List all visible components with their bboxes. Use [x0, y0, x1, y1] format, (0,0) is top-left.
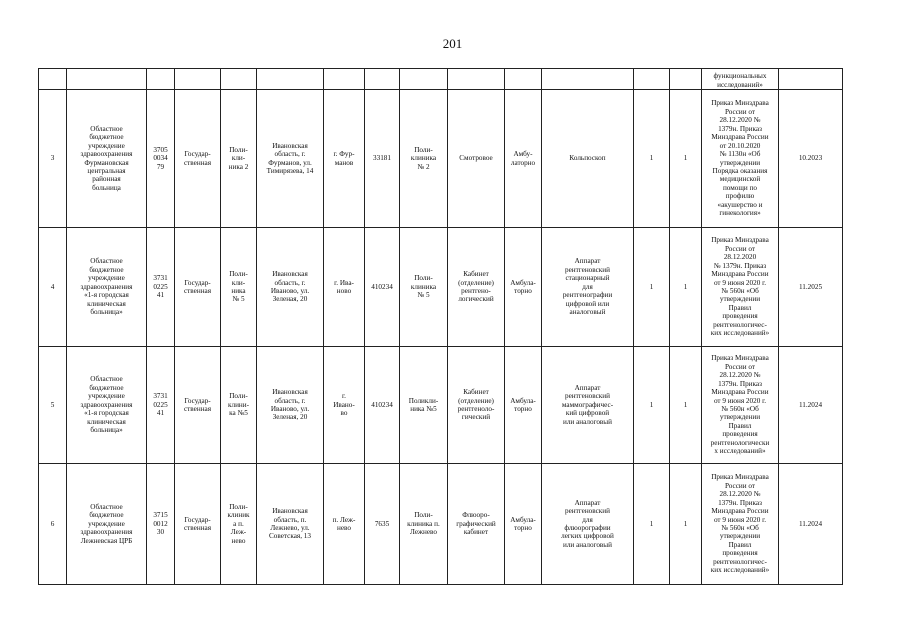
quantity-cell: 1 — [634, 228, 670, 347]
organization-cell: Областное бюджетное учреждение здравоохранения Фурмановская центральная районная больница — [67, 90, 147, 228]
table-cell — [67, 69, 147, 90]
ownership-cell: Государ- ственная — [175, 347, 221, 464]
inn-cell: 3715 0012 30 — [147, 464, 175, 585]
room-cell: Флюоро- графический кабинет — [448, 464, 505, 585]
quantity-cell: 1 — [634, 347, 670, 464]
table-cell — [365, 69, 400, 90]
row-number-cell: 5 — [39, 347, 67, 464]
row-number-cell: 3 — [39, 90, 67, 228]
date-cell: 11.2024 — [779, 347, 843, 464]
room-cell: Кабинет (отделение) рентгено- логический — [448, 228, 505, 347]
docs-cell: Приказ Минздрава России от 28.12.2020 № 1379н. Приказ Минздрава России от 9 июня 2020 г. № 560н «Об утверждении Правил проведения рентгенологичес- ких исследований» — [702, 464, 779, 585]
code-cell: 33181 — [365, 90, 400, 228]
table-cell — [221, 69, 257, 90]
table-row-continuation — [39, 69, 843, 90]
table-cell — [670, 69, 702, 90]
mode-cell: Амбула- торно — [505, 228, 542, 347]
mode-cell: Амбу- латорно — [505, 90, 542, 228]
table-cell — [324, 69, 365, 90]
table-cell — [39, 69, 67, 90]
table-row — [39, 347, 843, 464]
mode-cell: Амбула- торно — [505, 464, 542, 585]
equipment-cell: Кольпоскоп — [542, 90, 634, 228]
table-cell — [505, 69, 542, 90]
place-cell: Поликли- ника №5 — [400, 347, 448, 464]
room-cell: Кабинет (отделение) рентгеноло- гический — [448, 347, 505, 464]
date-cell: 10.2023 — [779, 90, 843, 228]
quantity-cell: 1 — [634, 90, 670, 228]
unit-cell: Поли- кли- ника 2 — [221, 90, 257, 228]
room-cell: Смотровое — [448, 90, 505, 228]
code-cell: 410234 — [365, 228, 400, 347]
table-cell — [779, 69, 843, 90]
docs-cell: Приказ Минздрава России от 28.12.2020 № 1379н. Приказ Минздрава России от 9 июня 2020 г. № 560н «Об утверждении Правил проведения рентгенологически х исследований» — [702, 347, 779, 464]
date-cell: 11.2024 — [779, 464, 843, 585]
code-cell: 7635 — [365, 464, 400, 585]
row-number-cell: 6 — [39, 464, 67, 585]
city-cell: г. Фур- манов — [324, 90, 365, 228]
table-cell — [542, 69, 634, 90]
place-cell: Поли- клиника № 5 — [400, 228, 448, 347]
table-cell — [400, 69, 448, 90]
table-cell — [634, 69, 670, 90]
address-cell: Ивановская область, г. Фурманов, ул. Тимирязева, 14 — [257, 90, 324, 228]
organization-cell: Областное бюджетное учреждение здравоохранения «1-я городская клиническая больница» — [67, 228, 147, 347]
table-cell — [175, 69, 221, 90]
quantity-cell: 1 — [634, 464, 670, 585]
quantity-cell: 1 — [670, 228, 702, 347]
ownership-cell: Государ- ственная — [175, 90, 221, 228]
row-number-cell: 4 — [39, 228, 67, 347]
equipment-table — [38, 68, 843, 585]
equipment-cell: Аппарат рентгеновский стационарный для рентгенографии цифровой или аналоговый — [542, 228, 634, 347]
table-row — [39, 464, 843, 585]
docs-cell: функциональных исследований» — [702, 69, 779, 90]
city-cell: г. Ивано- во — [324, 347, 365, 464]
equipment-cell: Аппарат рентгеновский для флюорографии легких цифровой или аналоговый — [542, 464, 634, 585]
address-cell: Ивановская область, п. Лежнево, ул. Советская, 13 — [257, 464, 324, 585]
table-cell — [147, 69, 175, 90]
place-cell: Поли- клиника п. Лежнево — [400, 464, 448, 585]
page-number: 201 — [442, 36, 463, 51]
inn-cell: 3731 0225 41 — [147, 228, 175, 347]
ownership-cell: Государ- ственная — [175, 464, 221, 585]
equipment-cell: Аппарат рентгеновский маммографичес- кий цифровой или аналоговый — [542, 347, 634, 464]
organization-cell: Областное бюджетное учреждение здравоохранения Лежневская ЦРБ — [67, 464, 147, 585]
mode-cell: Амбула- торно — [505, 347, 542, 464]
code-cell: 410234 — [365, 347, 400, 464]
quantity-cell: 1 — [670, 347, 702, 464]
inn-cell: 3705 0034 79 — [147, 90, 175, 228]
inn-cell: 3731 0225 41 — [147, 347, 175, 464]
address-cell: Ивановская область, г. Иваново, ул. Зеленая, 20 — [257, 228, 324, 347]
table-row — [39, 90, 843, 228]
address-cell: Ивановская область, г. Иваново, ул. Зеленая, 20 — [257, 347, 324, 464]
quantity-cell: 1 — [670, 90, 702, 228]
table-cell — [257, 69, 324, 90]
ownership-cell: Государ- ственная — [175, 228, 221, 347]
city-cell: п. Леж- нево — [324, 464, 365, 585]
quantity-cell: 1 — [670, 464, 702, 585]
unit-cell: Поли- кли- ника № 5 — [221, 228, 257, 347]
city-cell: г. Ива- ново — [324, 228, 365, 347]
docs-cell: Приказ Минздрава России от 28.12.2020 № 1379н. Приказ Минздрава России от 20.10.2020 № 1130н «Об утверждении Порядка оказания медицинской помощи по профилю «акушерство и гинекология» — [702, 90, 779, 228]
table-row — [39, 228, 843, 347]
docs-cell: Приказ Минздрава России от 28.12.2020 № 1379н. Приказ Минздрава России от 9 июня 2020 г. № 560н «Об утверждении Правил проведения рентгенологичес- ких исследований» — [702, 228, 779, 347]
place-cell: Поли- клиника № 2 — [400, 90, 448, 228]
date-cell: 11.2025 — [779, 228, 843, 347]
organization-cell: Областное бюджетное учреждение здравоохранения «1-я городская клиническая больница» — [67, 347, 147, 464]
unit-cell: Поли- клини- ка №5 — [221, 347, 257, 464]
table-cell — [448, 69, 505, 90]
unit-cell: Поли- клиник а п. Леж- нево — [221, 464, 257, 585]
